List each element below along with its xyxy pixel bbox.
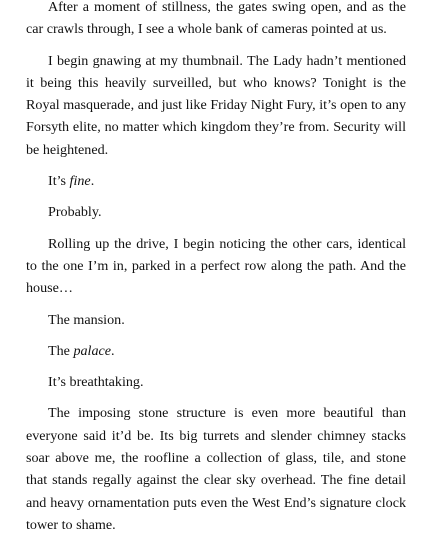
paragraph-palace	[26, 340, 406, 362]
palace-lead: The	[48, 342, 74, 359]
paragraph-thumbnail: I begin gnawing at my thumbnail. The Lady hadn’t mentioned it being this heavily surveilled, but who knows? Tonight is the Royal masquerade, and just like Friday Night Fury, it’s open to any Forsyth elite, no matter which kingdom they’re from. Security will be heightened.	[26, 52, 406, 158]
its-fine-lead: It’s	[48, 173, 70, 190]
paragraph-mansion: The mansion.	[48, 311, 125, 328]
its-fine-tail: .	[90, 173, 95, 190]
its-fine-emphasis: fine	[69, 173, 91, 190]
paragraph-stone-structure: The imposing stone structure is even more beautiful than everyone said it’d be. Its big turrets and slender chimney stacks soar above me, the roofline a collection of glass, tile, and stone that stands regally against the clear sky overhead. The fine detail and heavy ornamentation puts even the West End’s signature clock tower to shame.	[26, 405, 406, 533]
palace-tail: .	[111, 342, 115, 359]
paragraph-probably: Probably.	[48, 204, 102, 221]
paragraph-drive: Rolling up the drive, I begin noticing the other cars, identical to the one I’m in, parked in a perfect row along the path. And the house…	[26, 235, 406, 297]
book-page	[26, 0, 406, 536]
paragraph-gates: After a moment of stillness, the gates swing open, and as the car crawls through, I see a whole bank of cameras pointed at us.	[26, 0, 406, 38]
paragraph-its-fine	[26, 170, 406, 192]
paragraph-breathtaking: It’s breathtaking.	[48, 374, 144, 391]
palace-emphasis: palace	[73, 342, 112, 359]
